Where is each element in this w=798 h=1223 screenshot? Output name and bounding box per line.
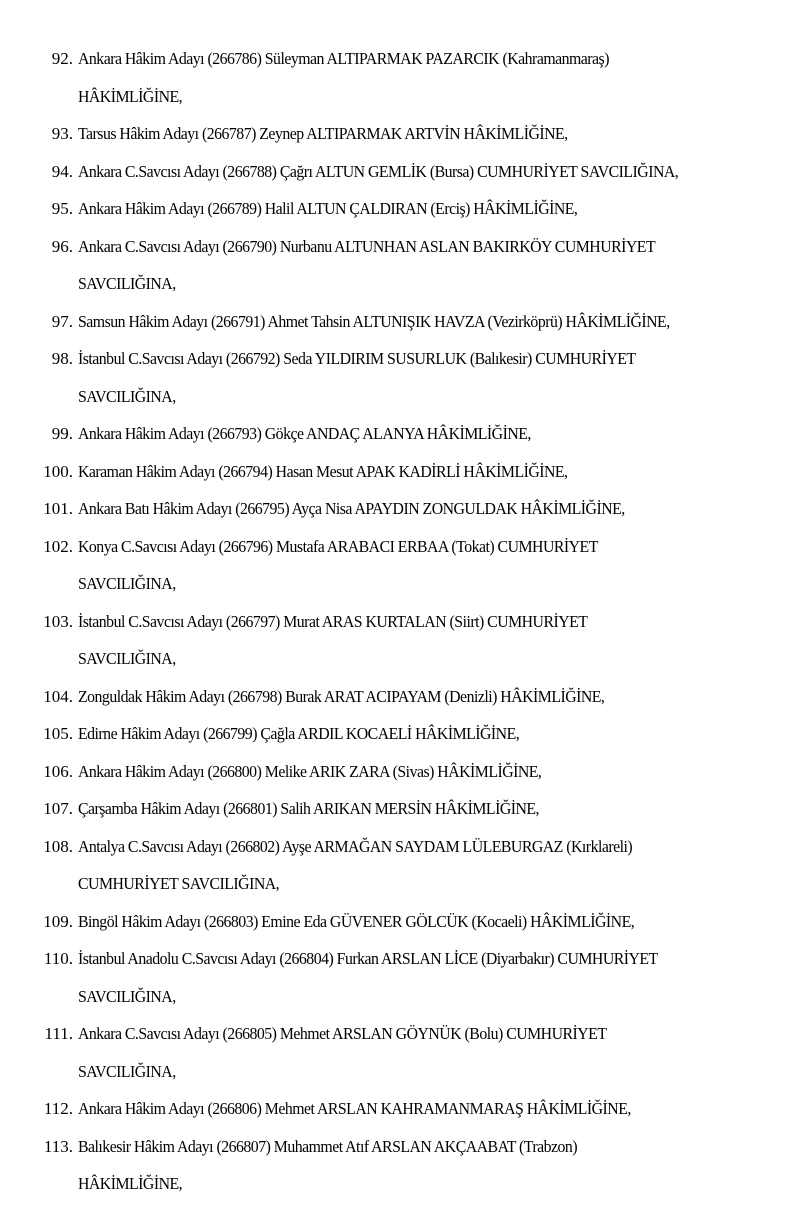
item-number: 107.	[43, 799, 73, 818]
list-item	[0, 153, 798, 191]
item-number: 112.	[43, 1099, 73, 1118]
item-text: Ankara Hâkim Adayı (266789) Halil ALTUN ÇALDIRAN (Erciş) HÂKİMLİĞİNE,	[78, 199, 578, 218]
list-item	[0, 903, 798, 941]
item-text: Samsun Hâkim Adayı (266791) Ahmet Tahsin ALTUNIŞIK HAVZA (Vezirköprü) HÂKİMLİĞİNE,	[78, 311, 670, 331]
list-item	[0, 678, 798, 716]
item-text: Ankara Hâkim Adayı (266800) Melike ARIK ZARA (Sivas) HÂKİMLİĞİNE,	[78, 761, 542, 781]
list-item	[0, 453, 798, 491]
item-text: Zonguldak Hâkim Adayı (266798) Burak ARAT ACIPAYAM (Denizli) HÂKİMLİĞİNE,	[78, 686, 605, 706]
item-number: 96.	[51, 236, 73, 256]
item-number: 103.	[43, 611, 73, 631]
list-item	[0, 603, 798, 678]
item-text: Ankara C.Savcısı Adayı (266788) Çağrı ALTUN GEMLİK (Bursa) CUMHURİYET SAVCILIĞINA,	[78, 161, 679, 181]
list-item	[0, 228, 798, 303]
item-text: Edirne Hâkim Adayı (266799) Çağla ARDIL KOCAELİ HÂKİMLİĞİNE,	[78, 724, 520, 743]
item-text: Bingöl Hâkim Adayı (266803) Emine Eda GÜVENER GÖLCÜK (Kocaeli) HÂKİMLİĞİNE,	[78, 911, 635, 931]
list-item	[0, 490, 798, 528]
item-number: 99.	[51, 424, 73, 443]
item-text: İstanbul C.Savcısı Adayı (266797) Murat ARAS KURTALAN (Siirt) CUMHURİYET SAVCILIĞINA,	[78, 611, 588, 668]
item-text: Konya C.Savcısı Adayı (266796) Mustafa ARABACI ERBAA (Tokat) CUMHURİYET SAVCILIĞINA,	[78, 536, 598, 593]
list-item	[0, 715, 798, 753]
item-number: 111.	[44, 1024, 73, 1043]
item-number: 110.	[43, 949, 73, 968]
item-text: Antalya C.Savcısı Adayı (266802) Ayşe ARMAĞAN SAYDAM LÜLEBURGAZ (Kırklareli) CUMHURİYET SAVCILIĞINA,	[78, 836, 633, 893]
decree-appointment-list	[0, 40, 798, 1203]
item-text: Ankara C.Savcısı Adayı (266790) Nurbanu ALTUNHAN ASLAN BAKIRKÖY CUMHURİYET SAVCILIĞINA,	[78, 236, 656, 293]
list-item	[0, 415, 798, 453]
list-item	[0, 790, 798, 828]
list-item	[0, 828, 798, 903]
item-number: 100.	[43, 461, 73, 481]
item-text: Karaman Hâkim Adayı (266794) Hasan Mesut APAK KADİRLİ HÂKİMLİĞİNE,	[78, 461, 568, 481]
list-item	[0, 1015, 798, 1090]
list-item	[0, 303, 798, 341]
item-number: 92.	[51, 49, 73, 68]
item-number: 102.	[43, 536, 73, 556]
list-item	[0, 528, 798, 603]
item-number: 101.	[43, 499, 73, 518]
list-item	[0, 340, 798, 415]
list-item	[0, 40, 798, 115]
item-number: 94.	[51, 161, 73, 181]
list-item	[0, 1090, 798, 1128]
item-number: 93.	[51, 124, 73, 143]
item-text: Balıkesir Hâkim Adayı (266807) Muhammet Atıf ARSLAN AKÇAABAT (Trabzon) HÂKİMLİĞİNE,	[78, 1136, 578, 1193]
item-number: 98.	[51, 349, 73, 368]
item-text: Ankara Hâkim Adayı (266806) Mehmet ARSLAN KAHRAMANMARAŞ HÂKİMLİĞİNE,	[78, 1099, 631, 1118]
list-item	[0, 115, 798, 153]
item-text: Ankara Batı Hâkim Adayı (266795) Ayça Nisa APAYDIN ZONGULDAK HÂKİMLİĞİNE,	[78, 499, 625, 518]
item-number: 95.	[51, 199, 73, 218]
item-text: Ankara C.Savcısı Adayı (266805) Mehmet ARSLAN GÖYNÜK (Bolu) CUMHURİYET SAVCILIĞINA,	[78, 1024, 607, 1081]
item-number: 104.	[43, 686, 73, 706]
item-number: 106.	[43, 761, 73, 781]
item-number: 97.	[51, 311, 73, 331]
item-text: Çarşamba Hâkim Adayı (266801) Salih ARIKAN MERSİN HÂKİMLİĞİNE,	[78, 799, 539, 818]
item-text: Ankara Hâkim Adayı (266793) Gökçe ANDAÇ ALANYA HÂKİMLİĞİNE,	[78, 424, 531, 443]
list-item	[0, 190, 798, 228]
item-number: 108.	[43, 836, 73, 856]
item-number: 113.	[43, 1136, 73, 1156]
item-text: Ankara Hâkim Adayı (266786) Süleyman ALTIPARMAK PAZARCIK (Kahramanmaraş) HÂKİMLİĞİNE,	[78, 49, 609, 106]
item-number: 105.	[43, 724, 73, 743]
list-item	[0, 940, 798, 1015]
list-item	[0, 1128, 798, 1203]
item-text: İstanbul C.Savcısı Adayı (266792) Seda YILDIRIM SUSURLUK (Balıkesir) CUMHURİYET SAVCILIĞINA,	[78, 349, 636, 406]
item-text: İstanbul Anadolu C.Savcısı Adayı (266804) Furkan ARSLAN LİCE (Diyarbakır) CUMHURİYET SAVCILIĞINA,	[78, 949, 658, 1006]
list-item	[0, 753, 798, 791]
item-text: Tarsus Hâkim Adayı (266787) Zeynep ALTIPARMAK ARTVİN HÂKİMLİĞİNE,	[78, 124, 568, 143]
item-number: 109.	[43, 911, 73, 931]
